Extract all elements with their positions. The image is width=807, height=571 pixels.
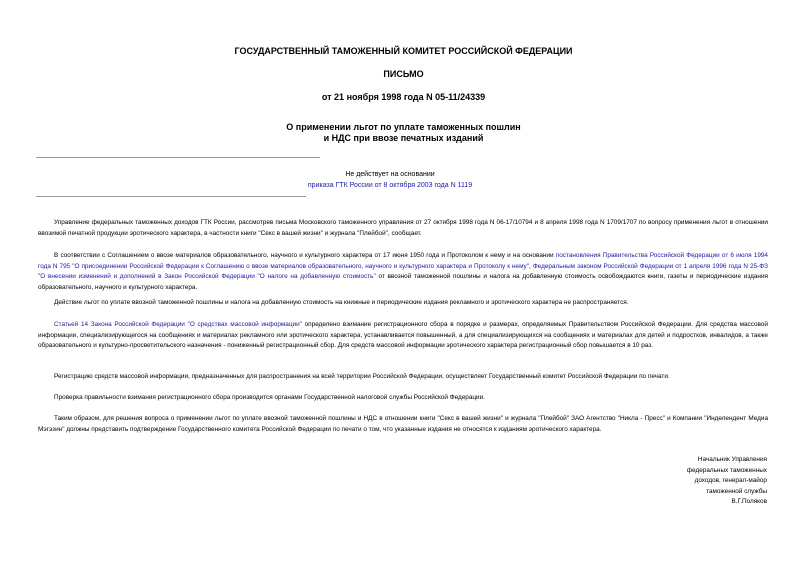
status-link[interactable]: приказа ГТК России от 8 октября 2003 года N 1119 — [307, 182, 473, 189]
status-note — [300, 169, 480, 191]
signature-block — [687, 455, 767, 508]
document-title-line1: О применении льгот по уплате таможенных пошлин — [286, 122, 521, 132]
paragraph-4-text: определено взимание регистрационного сбора в порядке и размерах, определяемых Правительством Российской Федерации. Для средства массовой информации, специализирующегося на сообщениях и материалах рекламного или эротического характера, устанавливается повышенный, а для специализирующихся на сообщениях и материалах для детей и подростков, инвалидов, а также образовательного и культурно-просветительского назначения - пониженный регистрационный сбор. Для средств массовой информации эротического характера регистрационный сбор повышается в 10 раз. — [38, 321, 768, 350]
status-text: Не действует на основании — [345, 171, 435, 178]
paragraph-7-text: Таким образом, для решения вопроса о применении льгот по уплате ввозной таможенной пошлины и НДС в отношении книги "Секс в вашей жизни" и журнала "Плейбой" ЗАО Агентство "Никла - Пресс" и Компании "Инделендент Медиа Мэгэзин" должны представить подтверждение Государственного комитета Российской Федерации по печати о том, что указанные издания не относятся к изданиям эротического характера. — [38, 415, 768, 433]
media-law-link[interactable]: Статьей 14 Закона Российской Федерации "О средствах массовой информации" — [54, 321, 302, 328]
paragraph-1-text: Управление федеральных таможенных доходов ГТК России, рассмотрев письма Московского таможенного управления от 27 октября 1998 года N 06-17/10794 и 8 апреля 1998 года N 1709/1707 по вопросу применения льгот в отношении ввозимой печатной продукции эротического характера, в частности книги "Секс в вашей жизни" и журнала "Плейбой", сообщает. — [38, 219, 768, 237]
paragraph-4 — [38, 320, 768, 352]
paragraph-3-text: Действие льгот по уплате ввозной таможенной пошлины и налога на добавленную стоимость на книжные и периодические издания рекламного и эротического характера не распространяется. — [54, 299, 629, 306]
signature-name: В.Г.Поляков — [731, 498, 767, 505]
signature-line-3: доходов, генерал-майор — [694, 477, 767, 484]
paragraph-6-text: Проверка правильности взимания регистрационного сбора производится органами Государственной налоговой службы Российской Федерации. — [54, 394, 485, 401]
divider-top — [36, 157, 320, 158]
paragraph-1 — [38, 218, 768, 239]
divider-bottom — [36, 196, 306, 197]
paragraph-2-text-c: от ввозной таможенной пошлины и налога на добавленную стоимость освобождаются книги, газеты и периодические издания образовательного, научного и культурного характера. — [38, 273, 768, 291]
signature-line-1: Начальник Управления — [697, 456, 767, 463]
document-type: ПИСЬМО — [383, 69, 424, 79]
paragraph-7 — [38, 414, 768, 435]
organization-heading: ГОСУДАРСТВЕННЫЙ ТАМОЖЕННЫЙ КОМИТЕТ РОССИЙСКОЙ ФЕДЕРАЦИИ — [234, 46, 573, 56]
federal-law-link[interactable]: Федеральным законом Российской Федерации от 1 апреля 1996 года N 25-ФЗ "О внесении изменений и дополнений в Закон Российской Федерации "О налоге на добавленную стоимость" — [38, 262, 768, 281]
paragraph-5-text: Регистрацию средств массовой информации, предназначенных для распространения на всей территории Российской Федерации, осуществляет Государственный комитет Российской Федерации по печати. — [54, 373, 670, 380]
paragraph-5 — [38, 372, 768, 383]
signature-line-2: федеральных таможенных — [686, 466, 767, 474]
paragraph-6 — [38, 393, 768, 404]
document-date-number: от 21 ноября 1998 года N 05-11/24339 — [321, 92, 486, 102]
signature-line-4: таможенной службы — [706, 487, 767, 495]
paragraph-3 — [38, 298, 768, 309]
paragraph-2 — [38, 251, 768, 293]
government-decree-link[interactable]: постановления Правительства Российской Федерации от 6 июля 1994 года N 795 "О присоединении Российской Федерации к Соглашению о ввозе материалов образовательного, научного и культурного характера и Протоколу к нему" — [38, 252, 768, 270]
document-title-line2: и НДС при ввозе печатных изданий — [323, 133, 484, 143]
paragraph-2-text-b: , — [529, 262, 533, 270]
paragraph-2-text-a: В соответствии с Соглашением о ввозе материалов образовательного, научного и культурного характера от 17 июня 1950 года и Протоколом к нему и на основании — [54, 252, 556, 259]
